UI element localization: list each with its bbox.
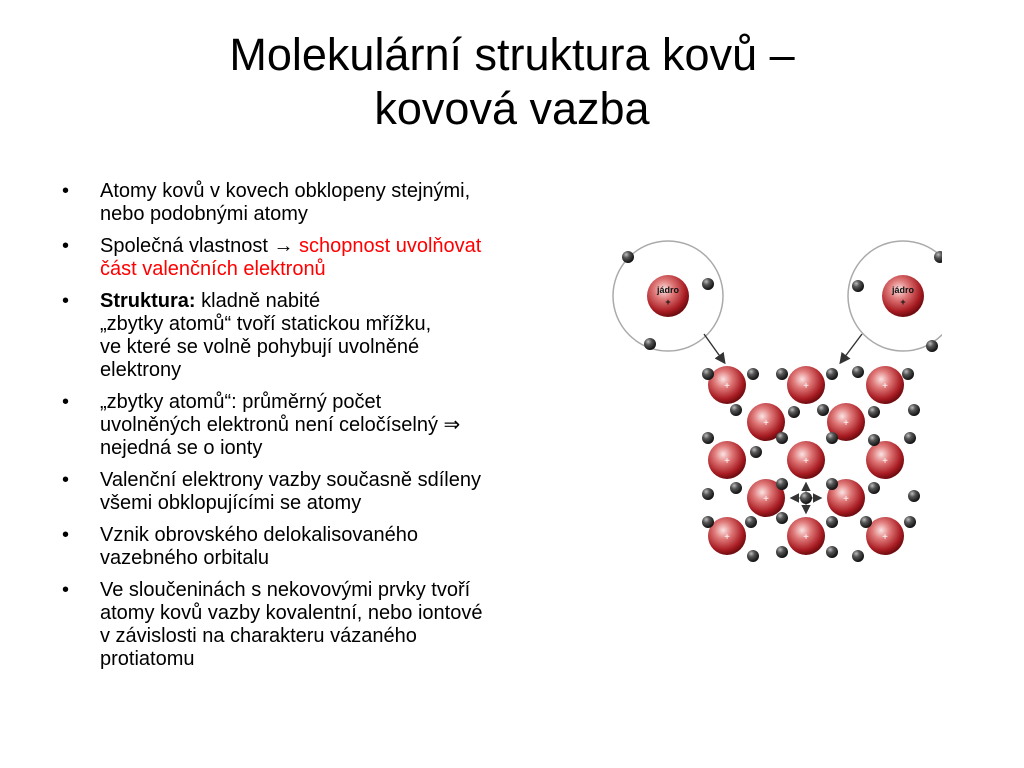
bullet-dot: •: [62, 579, 70, 601]
electron: [702, 432, 714, 444]
nucleus-plus: +: [665, 297, 671, 307]
ion-plus: +: [724, 381, 730, 392]
electron: [776, 368, 788, 380]
ion-plus: +: [803, 532, 809, 543]
ion-plus: +: [724, 456, 730, 467]
nucleus-label: jádro: [656, 285, 680, 295]
electron: [730, 482, 742, 494]
electron: [702, 368, 714, 380]
ion-plus: +: [882, 381, 888, 392]
electron: [776, 478, 788, 490]
bullet-7-line-1: Ve sloučeninách s nekovovými prvky tvoří: [100, 579, 471, 601]
bullet-3-line-2: „zbytky atomů“ tvoří statickou mřížku,: [100, 313, 432, 335]
electron: [730, 404, 742, 416]
electron: [702, 278, 714, 290]
electron: [826, 368, 838, 380]
bullet-3-line-3: ve které se volně pohybují uvolněné: [100, 336, 420, 358]
ion-plus: +: [763, 494, 769, 505]
electron: [817, 404, 829, 416]
ion-plus: +: [843, 418, 849, 429]
bullet-item-3: [60, 290, 600, 382]
bullet-item-2: [60, 235, 600, 281]
electron: [826, 546, 838, 558]
bullet-1-line-1: Atomy kovů v kovech obklopeny stejnými,: [100, 180, 471, 202]
bullet-item-1: [60, 180, 600, 226]
electron: [904, 432, 916, 444]
bullet-3-bold-label: Struktura:: [100, 290, 196, 312]
bullet-item-6: [60, 524, 600, 570]
ion-plus: +: [843, 494, 849, 505]
bullet-dot: •: [62, 469, 70, 491]
bullet-6-line-2: vazebného orbitalu: [100, 547, 270, 569]
bullet-dot: •: [62, 524, 70, 546]
bullet-item-4: [60, 391, 600, 460]
bullet-6-line-1: Vznik obrovského delokalisovaného: [100, 524, 418, 546]
electron: [788, 406, 800, 418]
ion-plus: +: [763, 418, 769, 429]
electron: [868, 406, 880, 418]
bullet-4-line-3: nejedná se o ionty: [100, 437, 263, 459]
electron: [644, 338, 656, 350]
electron: [860, 516, 872, 528]
arrow: [704, 334, 724, 362]
electron: [852, 366, 864, 378]
bullet-2-highlight-1: schopnost uvolňovat: [299, 235, 482, 257]
bullet-3-line-4: elektrony: [100, 359, 182, 381]
title-line-2: kovová vazba: [374, 83, 650, 134]
electron: [902, 368, 914, 380]
electron: [745, 516, 757, 528]
bullet-3-line-1: kladně nabité: [195, 290, 321, 312]
ion-plus: +: [882, 532, 888, 543]
atom-left: [613, 241, 724, 362]
arrow: [841, 334, 862, 362]
electron: [702, 516, 714, 528]
bullet-7-line-2: atomy kovů vazby kovalentní, nebo iontové: [100, 602, 483, 624]
slide-title: [60, 28, 964, 136]
electron: [934, 251, 942, 263]
atom-right: [841, 241, 942, 362]
nucleus: [647, 275, 689, 317]
electron: [776, 546, 788, 558]
electron: [868, 434, 880, 446]
bullet-4-line-2: uvolněných elektronů není celočíselný ⇒: [100, 414, 461, 436]
bullet-item-7: [60, 579, 600, 671]
electron: [750, 446, 762, 458]
metal-lattice: [702, 366, 920, 562]
nucleus-plus: +: [900, 297, 906, 307]
electron: [776, 432, 788, 444]
electron: [868, 482, 880, 494]
electron: [826, 516, 838, 528]
bullet-dot: •: [62, 180, 70, 202]
bullet-list: [60, 180, 600, 680]
bullet-2-highlight-2: část valenčních elektronů: [100, 258, 326, 280]
electron: [908, 490, 920, 502]
electron: [776, 512, 788, 524]
bullet-5-line-1: Valenční elektrony vazby současně sdíleny: [100, 469, 481, 491]
ion-plus: +: [724, 532, 730, 543]
electron: [622, 251, 634, 263]
bullet-2-prefix: Společná vlastnost →: [100, 235, 299, 257]
electron: [826, 478, 838, 490]
electron: [908, 404, 920, 416]
ion-plus: +: [882, 456, 888, 467]
electron: [747, 368, 759, 380]
electron: [904, 516, 916, 528]
bullet-4-line-1: „zbytky atomů“: průměrný počet: [100, 391, 382, 413]
metallic-bond-illustration: [596, 226, 942, 566]
bullet-5-line-2: všemi obklopujícími se atomy: [100, 492, 362, 514]
electron: [747, 550, 759, 562]
bullet-1-line-2: nebo podobnými atomy: [100, 203, 308, 225]
bullet-7-line-3: v závislosti na charakteru vázaného: [100, 625, 417, 647]
ion-plus: +: [803, 381, 809, 392]
electron: [852, 550, 864, 562]
title-line-1: Molekulární struktura kovů –: [229, 29, 795, 80]
electron: [926, 340, 938, 352]
bullet-dot: •: [62, 391, 70, 413]
nucleus-label: jádro: [891, 285, 915, 295]
nucleus: [882, 275, 924, 317]
bullet-7-line-4: protiatomu: [100, 648, 195, 670]
ion-plus: +: [803, 456, 809, 467]
bullet-item-5: [60, 469, 600, 515]
electron: [852, 280, 864, 292]
electron: [702, 488, 714, 500]
bullet-dot: •: [62, 290, 70, 312]
bullet-dot: •: [62, 235, 70, 257]
electron: [826, 432, 838, 444]
electron: [800, 492, 812, 504]
